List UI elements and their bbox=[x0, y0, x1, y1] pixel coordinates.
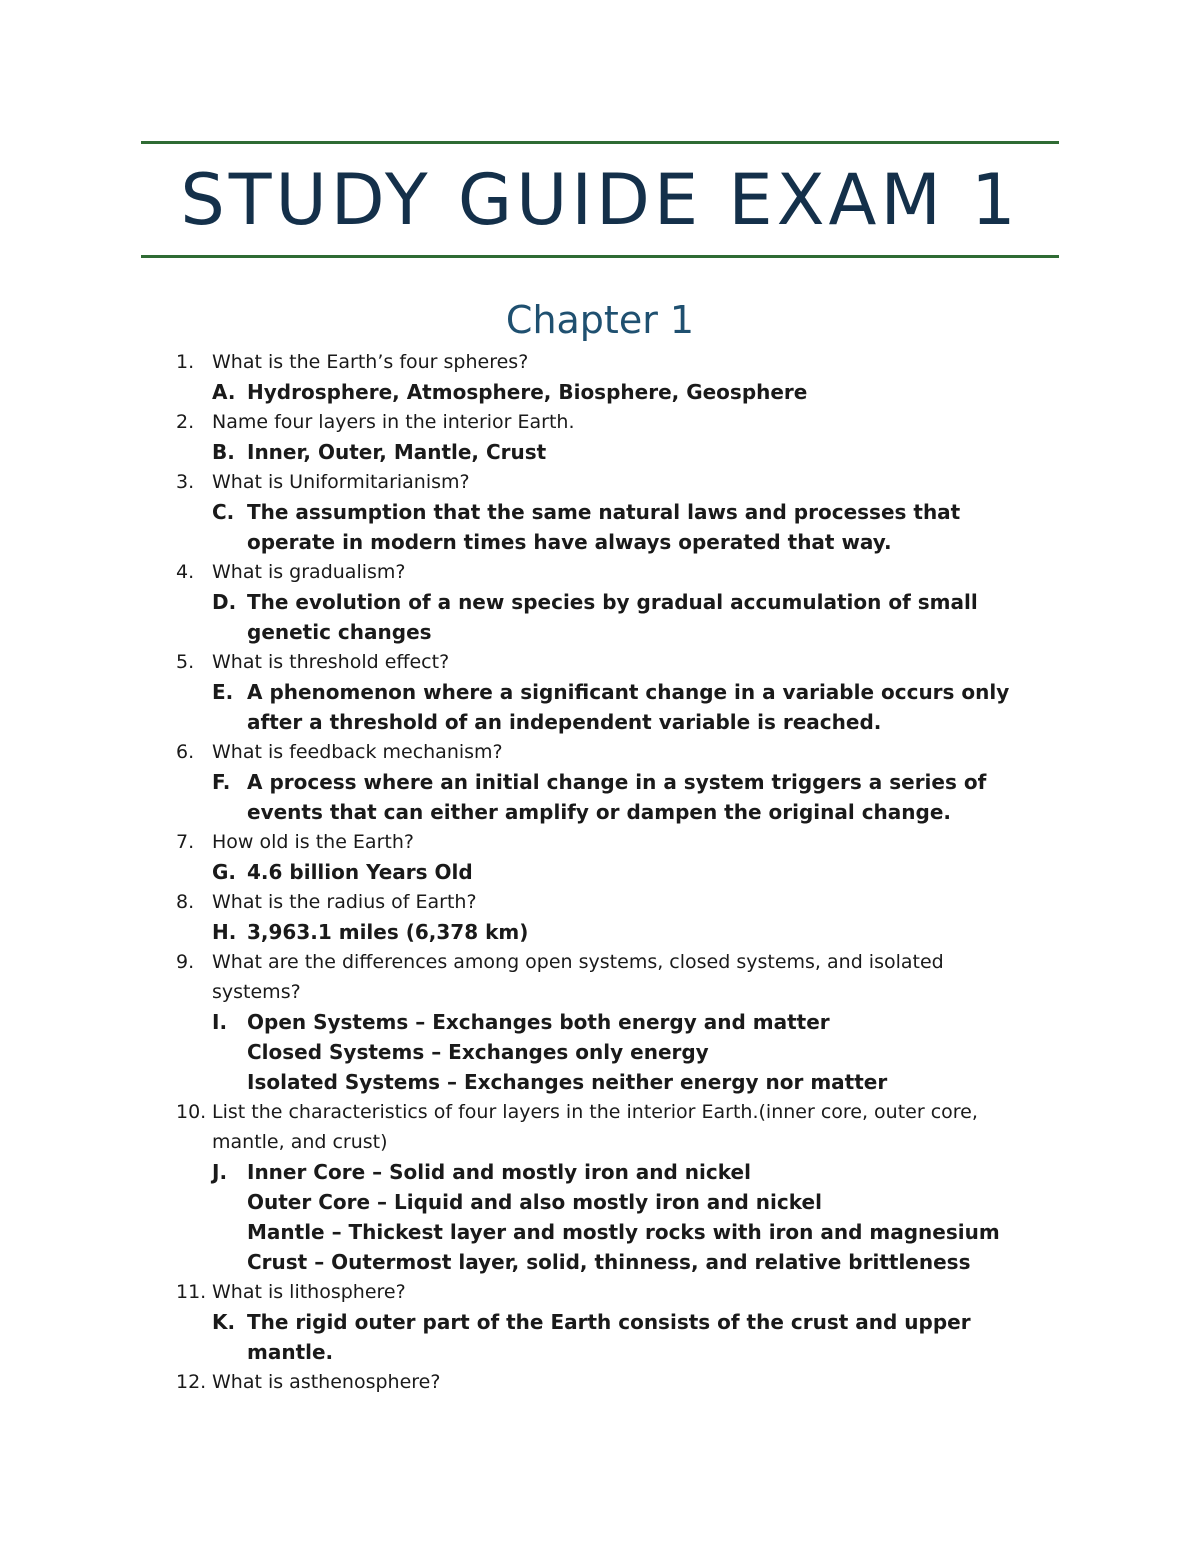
answer-text: The rigid outer part of the Earth consists of the crust and upper bbox=[247, 1310, 971, 1334]
answer-text: Inner Core – Solid and mostly iron and nickel bbox=[247, 1160, 751, 1184]
question-line bbox=[0, 1367, 1200, 1397]
answer-letter: E. bbox=[212, 680, 234, 704]
answer-line bbox=[0, 587, 1200, 617]
title-bottom-rule bbox=[141, 255, 1059, 258]
question-line bbox=[0, 977, 1200, 1007]
question-text: What is the Earth’s four spheres? bbox=[212, 351, 529, 373]
answer-letter: D. bbox=[212, 590, 237, 614]
answer-text: A phenomenon where a significant change in a variable occurs only bbox=[247, 680, 1010, 704]
question-text: systems? bbox=[212, 981, 301, 1003]
question-line bbox=[0, 887, 1200, 917]
answer-text: genetic changes bbox=[247, 620, 432, 644]
answer-text: mantle. bbox=[247, 1340, 334, 1364]
title-top-rule bbox=[141, 141, 1059, 144]
answer-letter: H. bbox=[212, 920, 237, 944]
answer-line bbox=[0, 1217, 1200, 1247]
question-number: 1. bbox=[176, 351, 195, 373]
question-number: 10. bbox=[176, 1101, 207, 1123]
question-text: What is asthenosphere? bbox=[212, 1371, 441, 1393]
answer-line bbox=[0, 1007, 1200, 1037]
answer-line bbox=[0, 857, 1200, 887]
question-number: 6. bbox=[176, 741, 195, 763]
answer-letter: K. bbox=[212, 1310, 236, 1334]
question-line bbox=[0, 647, 1200, 677]
answer-text: Inner, Outer, Mantle, Crust bbox=[247, 440, 547, 464]
answer-line bbox=[0, 1067, 1200, 1097]
answer-line bbox=[0, 797, 1200, 827]
answer-line bbox=[0, 1337, 1200, 1367]
question-number: 4. bbox=[176, 561, 195, 583]
answer-line bbox=[0, 1157, 1200, 1187]
question-line bbox=[0, 1097, 1200, 1127]
question-number: 2. bbox=[176, 411, 195, 433]
question-text: What is Uniformitarianism? bbox=[212, 471, 470, 493]
answer-text: Open Systems – Exchanges both energy and matter bbox=[247, 1010, 830, 1034]
answer-letter: C. bbox=[212, 500, 235, 524]
answer-text: 3,963.1 miles (6,378 km) bbox=[247, 920, 529, 944]
question-list bbox=[0, 347, 1200, 1397]
question-text: What is lithosphere? bbox=[212, 1281, 406, 1303]
document-title: STUDY GUIDE EXAM 1 bbox=[180, 159, 1020, 241]
question-line bbox=[0, 407, 1200, 437]
answer-text: Mantle – Thickest layer and mostly rocks with iron and magnesium bbox=[247, 1220, 1000, 1244]
answer-line bbox=[0, 707, 1200, 737]
question-text: mantle, and crust) bbox=[212, 1131, 388, 1153]
question-text: What is threshold effect? bbox=[212, 651, 450, 673]
answer-line bbox=[0, 1307, 1200, 1337]
question-text: What is gradualism? bbox=[212, 561, 406, 583]
question-line bbox=[0, 557, 1200, 587]
answer-line bbox=[0, 767, 1200, 797]
answer-text: Hydrosphere, Atmosphere, Biosphere, Geosphere bbox=[247, 380, 808, 404]
answer-text: The evolution of a new species by gradual accumulation of small bbox=[247, 590, 978, 614]
answer-text: events that can either amplify or dampen the original change. bbox=[247, 800, 951, 824]
question-text: List the characteristics of four layers in the interior Earth.(inner core, outer core, bbox=[212, 1101, 978, 1123]
question-line bbox=[0, 347, 1200, 377]
question-number: 12. bbox=[176, 1371, 207, 1393]
answer-line bbox=[0, 617, 1200, 647]
question-line bbox=[0, 467, 1200, 497]
question-number: 5. bbox=[176, 651, 195, 673]
answer-line bbox=[0, 527, 1200, 557]
question-text: Name four layers in the interior Earth. bbox=[212, 411, 575, 433]
question-number: 7. bbox=[176, 831, 195, 853]
answer-line bbox=[0, 1247, 1200, 1277]
question-number: 9. bbox=[176, 951, 195, 973]
answer-text: operate in modern times have always operated that way. bbox=[247, 530, 892, 554]
answer-line bbox=[0, 677, 1200, 707]
question-line bbox=[0, 1277, 1200, 1307]
answer-letter: J. bbox=[212, 1160, 228, 1184]
chapter-heading: Chapter 1 bbox=[505, 298, 695, 342]
question-text: What is the radius of Earth? bbox=[212, 891, 477, 913]
question-text: What is feedback mechanism? bbox=[212, 741, 503, 763]
question-number: 3. bbox=[176, 471, 195, 493]
answer-letter: A. bbox=[212, 380, 236, 404]
question-line bbox=[0, 737, 1200, 767]
answer-line bbox=[0, 497, 1200, 527]
answer-text: Isolated Systems – Exchanges neither energy nor matter bbox=[247, 1070, 888, 1094]
answer-text: after a threshold of an independent variable is reached. bbox=[247, 710, 882, 734]
question-line bbox=[0, 1127, 1200, 1157]
question-number: 8. bbox=[176, 891, 195, 913]
question-line bbox=[0, 947, 1200, 977]
answer-line bbox=[0, 377, 1200, 407]
question-number: 11. bbox=[176, 1281, 207, 1303]
answer-line bbox=[0, 1037, 1200, 1067]
answer-line bbox=[0, 437, 1200, 467]
answer-text: 4.6 billion Years Old bbox=[247, 860, 473, 884]
answer-letter: B. bbox=[212, 440, 235, 464]
answer-letter: I. bbox=[212, 1010, 228, 1034]
answer-text: Outer Core – Liquid and also mostly iron and nickel bbox=[247, 1190, 822, 1214]
answer-text: A process where an initial change in a system triggers a series of bbox=[247, 770, 987, 794]
answer-line bbox=[0, 917, 1200, 947]
question-text: How old is the Earth? bbox=[212, 831, 414, 853]
answer-letter: G. bbox=[212, 860, 237, 884]
answer-text: Closed Systems – Exchanges only energy bbox=[247, 1040, 709, 1064]
question-line bbox=[0, 827, 1200, 857]
answer-text: Crust – Outermost layer, solid, thinness, and relative brittleness bbox=[247, 1250, 971, 1274]
answer-text: The assumption that the same natural laws and processes that bbox=[247, 500, 961, 524]
answer-line bbox=[0, 1187, 1200, 1217]
question-text: What are the differences among open systems, closed systems, and isolated bbox=[212, 951, 944, 973]
answer-letter: F. bbox=[212, 770, 231, 794]
